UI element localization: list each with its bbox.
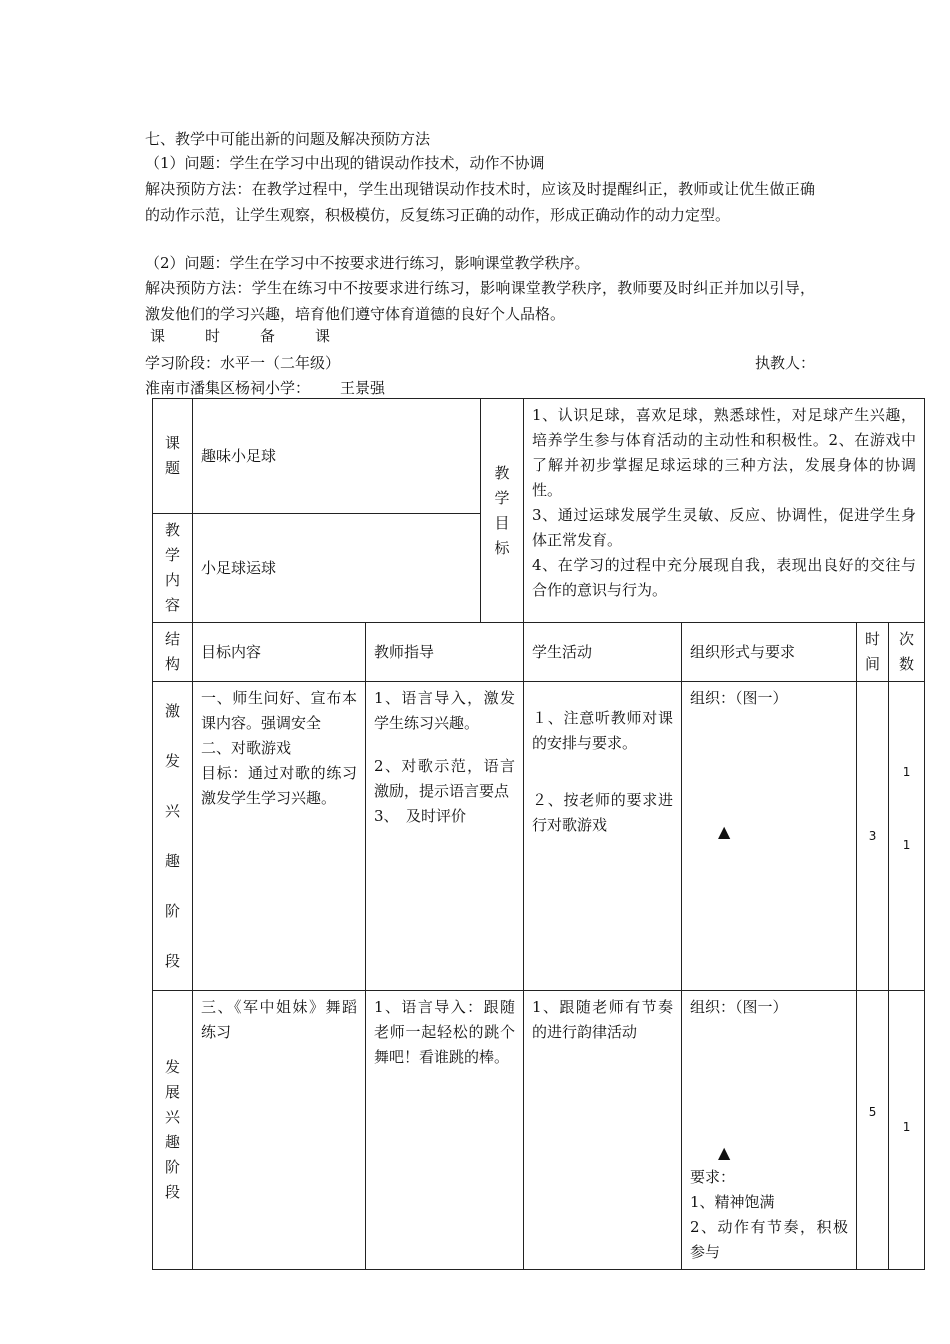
- problem-2: （2）问题：学生在学习中不按要求进行练习，影响课堂教学秩序。: [145, 254, 590, 272]
- topic-value: 趣味小足球: [201, 446, 277, 465]
- org-1-cell: [682, 682, 857, 991]
- target-1a: 一、师生问好、宣布本课内容。强调安全: [201, 689, 357, 732]
- col-student: 学生活动: [524, 623, 682, 682]
- stage-2-cell: 发展兴趣阶段: [153, 991, 193, 1270]
- learning-stage: 学习阶段：水平一（二年级）: [145, 354, 341, 372]
- table-row: [153, 682, 925, 991]
- stage-1-cell: 激 发 兴 趣 阶 段: [153, 682, 193, 991]
- goal-label-cell: [481, 399, 524, 623]
- requirement-1: 1、精神饱满: [690, 1193, 775, 1211]
- problem-1: （1）问题：学生在学习中出现的错误动作技术，动作不协调: [145, 154, 545, 172]
- student-2-cell: 1、跟随老师有节奏的进行韵律活动: [524, 991, 682, 1270]
- target-1b: 二、对歌游戏: [201, 739, 292, 757]
- content-label: 教学内容: [164, 521, 180, 614]
- school-name: 淮南市潘集区杨祠小学：: [145, 379, 311, 397]
- student-1b: ２、按老师的要求进行对歌游戏: [532, 791, 674, 834]
- teacher-1c: 3、 及时评价: [374, 807, 467, 825]
- goals-text: 1、认识足球，喜欢足球，熟悉球性，对足球产生兴趣，培养学生参与体育活动的主动性和积极性。2、在游戏中了解并初步掌握足球运球的三种方法，发展身体的协调性。: [532, 406, 917, 499]
- student-1-cell: [524, 682, 682, 991]
- goals-cell: [524, 399, 925, 623]
- org-1: 组织：（图一）: [690, 689, 788, 707]
- col-target: 目标内容: [193, 623, 366, 682]
- title-char: 备: [260, 327, 276, 345]
- col-structure: 结构: [153, 623, 193, 682]
- title-char: 时: [205, 327, 221, 345]
- teacher-1-cell: [366, 682, 524, 991]
- lesson-plan-table: [152, 398, 925, 1270]
- solution-1: 解决预防方法：在教学过程中，学生出现错误动作技术时，应该及时提醒纠正，教师或让优生做正确的动作示范，让学生观察，积极模仿，反复练习正确的动作，形成正确动作的动力定型。: [145, 180, 815, 224]
- teacher-2-cell: 1、语言导入：跟随老师一起轻松的跳个舞吧！看谁跳的棒。: [366, 991, 524, 1270]
- formation-symbol: ▲: [718, 1143, 731, 1162]
- section-heading: 七、教学中可能出新的问题及解决预防方法: [145, 130, 431, 148]
- topic-cell: [193, 399, 481, 514]
- col-time: 时间: [857, 623, 889, 682]
- content-label-cell: [153, 514, 193, 623]
- content-value: 小足球运球: [201, 558, 277, 577]
- teacher-name: 王景强: [340, 379, 386, 397]
- lesson-plan-title: [150, 323, 370, 349]
- org-2: 组织：（图一）: [690, 998, 788, 1016]
- col-org: 组织形式与要求: [682, 623, 857, 682]
- count-2-cell: 1: [889, 991, 925, 1270]
- teacher-1b: 2、对歌示范，语言激励，提示语言要点: [374, 757, 516, 800]
- formation-symbol: ▲: [718, 822, 731, 841]
- title-char: 课: [150, 327, 166, 345]
- table-row: [153, 399, 925, 514]
- col-teacher: 教师指导: [366, 623, 524, 682]
- teacher-label: 执教人：: [755, 354, 816, 372]
- time-2-cell: 5: [857, 991, 889, 1270]
- target-1-cell: [193, 682, 366, 991]
- goal-label: 教学目标: [494, 463, 510, 557]
- teacher-1a: 1、语言导入，激发学生练习兴趣。: [374, 689, 516, 732]
- time-1-cell: 3: [857, 682, 889, 991]
- requirements-label: 要求：: [690, 1168, 736, 1186]
- topic-label-cell: [153, 399, 193, 514]
- goal-3: 3、通过运球发展学生灵敏、反应、协调性，促进学生身体正常发育。: [532, 506, 917, 549]
- topic-label: 课题: [164, 434, 180, 477]
- count-1-cell: 1 1: [889, 682, 925, 991]
- solution-2: 解决预防方法：学生在练习中不按要求进行练习，影响课堂教学秩序，教师要及时纠正并加以引导，激发他们的学习兴趣，培育他们遵守体育道德的良好个人品格。: [145, 279, 815, 323]
- table-header-row: [153, 623, 925, 682]
- org-2-cell: [682, 991, 857, 1270]
- target-1c: 目标：通过对歌的练习激发学生学习兴趣。: [201, 764, 357, 807]
- goal-4: 4、在学习的过程中充分展现自我，表现出良好的交往与合作的意识与行为。: [532, 556, 917, 599]
- col-count: 次数: [889, 623, 925, 682]
- table-row: [153, 991, 925, 1270]
- student-1a: １、注意听教师对课的安排与要求。: [532, 709, 674, 752]
- title-char: 课: [315, 327, 331, 345]
- content-cell: [193, 514, 481, 623]
- requirement-2: 2、动作有节奏，积极参与: [690, 1218, 849, 1261]
- target-2-cell: 三、《军中姐妹》舞蹈练习: [193, 991, 366, 1270]
